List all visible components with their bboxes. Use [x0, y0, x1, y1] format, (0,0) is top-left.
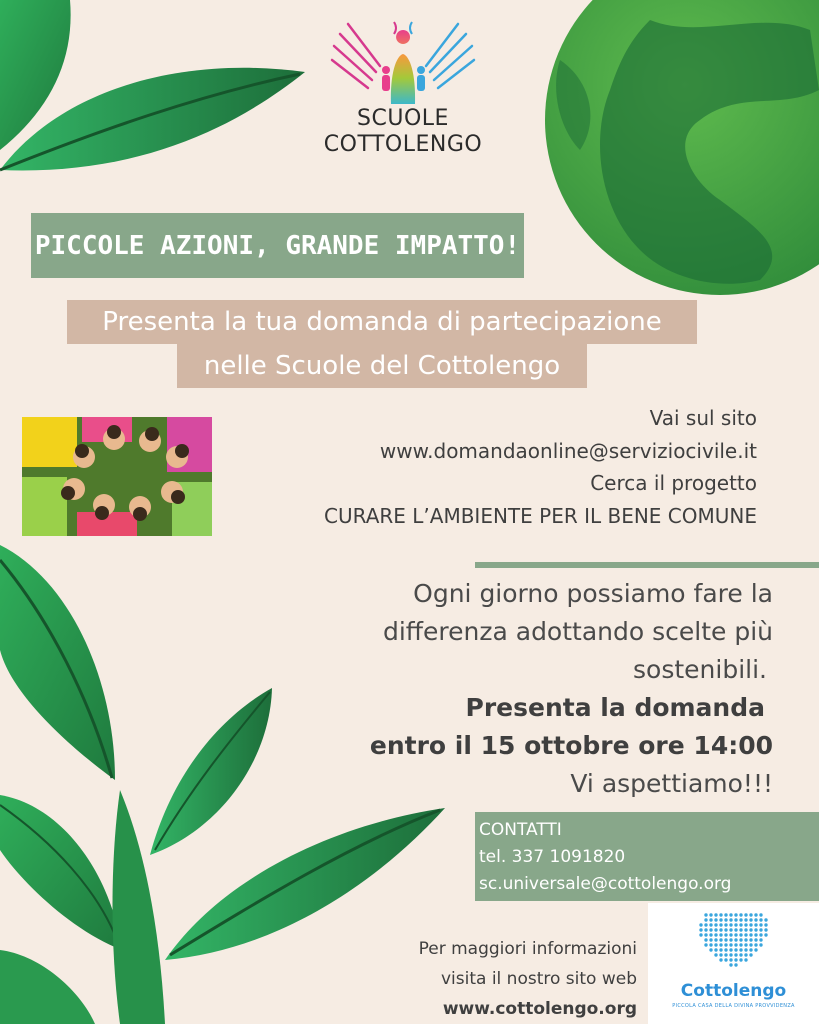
hands-logo-icon — [328, 14, 478, 106]
group-photo — [22, 417, 212, 536]
contacts-box — [475, 812, 819, 901]
heart-dots-icon — [699, 913, 769, 975]
logo-line-2: COTTOLENGO — [323, 132, 483, 157]
scuole-cottolengo-logo — [318, 14, 488, 164]
contacts-phone[interactable]: tel. 337 1091820 — [479, 847, 626, 867]
subtitle-line-1: Presenta la tua domanda di partecipazione — [67, 300, 697, 344]
message-line-3: sostenibili. — [633, 655, 767, 684]
brand-tagline: PICCOLA CASA DELLA DIVINA PROVVIDENZA — [672, 1003, 795, 1009]
more-info-line-1: Per maggiori informazioni — [418, 939, 637, 959]
divider — [475, 562, 819, 568]
instructions-link[interactable]: www.domandaonline@serviziocivile.it — [379, 438, 757, 463]
more-info-block — [419, 934, 637, 1024]
website-link[interactable]: www.cottolengo.org — [442, 999, 637, 1019]
deadline-line-1: Presenta la domanda — [465, 693, 765, 722]
globe-decoration — [545, 0, 819, 295]
logo-line-1: SCUOLE — [357, 106, 449, 131]
brand-name: Cottolengo — [680, 981, 787, 1001]
message-block — [370, 575, 773, 803]
instructions-block — [324, 402, 757, 532]
project-name: CURARE L’AMBIENTE PER IL BENE COMUNE — [324, 503, 757, 528]
cottolengo-logo — [648, 903, 819, 1024]
message-line-1: Ogni giorno possiamo fare la — [413, 579, 773, 608]
more-info-line-2: visita il nostro sito web — [440, 969, 637, 989]
leaf-decoration-top-left — [0, 0, 305, 170]
contacts-title: CONTATTI — [479, 820, 562, 840]
instructions-line-1: Vai sul sito — [649, 406, 757, 430]
contacts-email[interactable]: sc.universale@cottolengo.org — [479, 874, 732, 894]
subtitle-line-2: nelle Scuole del Cottolengo — [177, 344, 587, 388]
message-closing: Vi aspettiamo!!! — [570, 769, 773, 798]
instructions-line-3: Cerca il progetto — [590, 471, 757, 495]
message-line-2: differenza adottando scelte più — [382, 617, 773, 646]
headline-banner: PICCOLE AZIONI, GRANDE IMPATTO! — [31, 213, 524, 278]
deadline-line-2: entro il 15 ottobre ore 14:00 — [369, 731, 773, 760]
